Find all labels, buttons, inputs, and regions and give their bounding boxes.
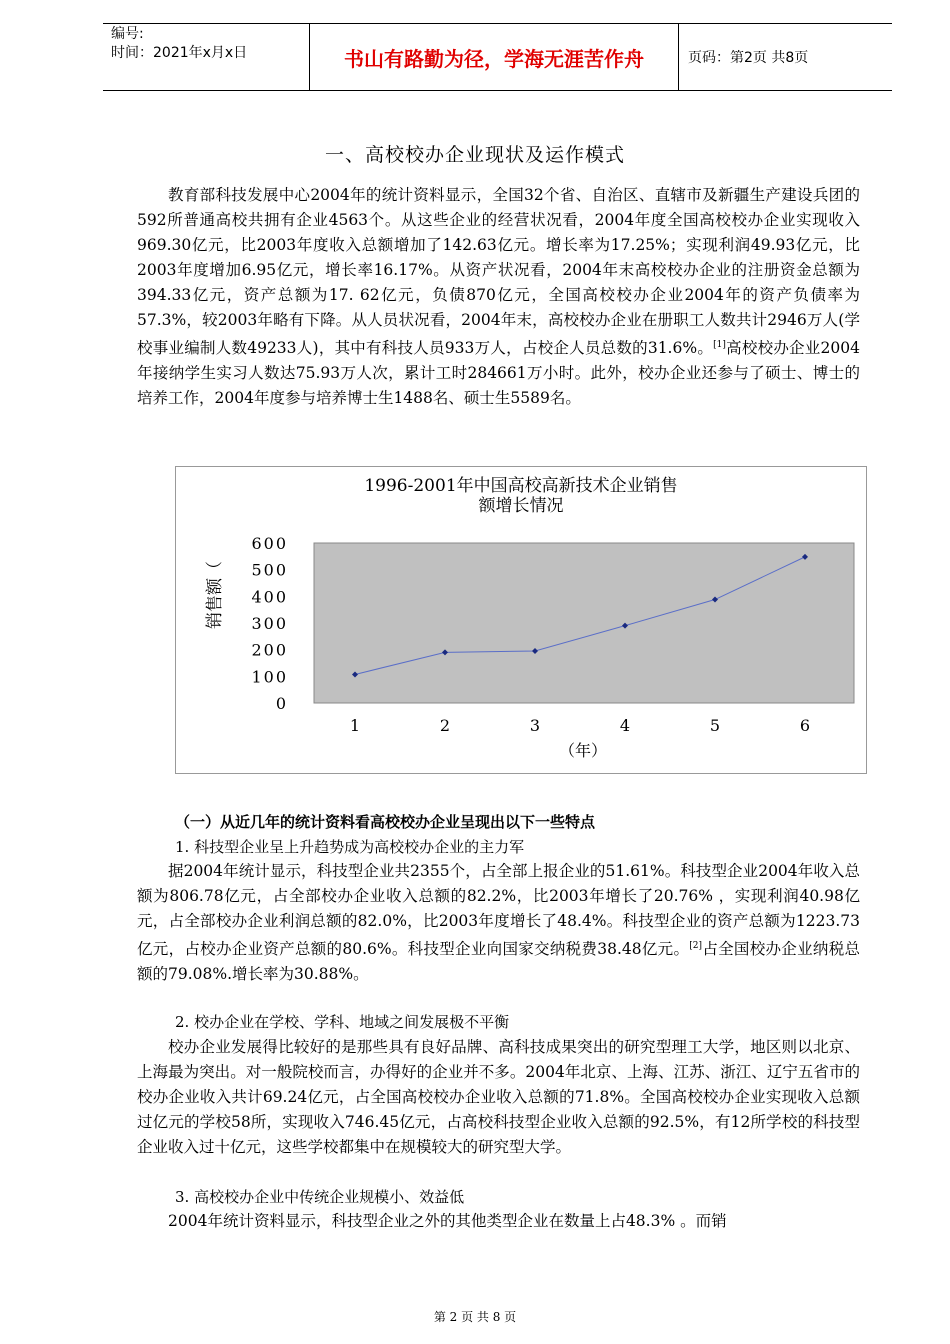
chart-x-tick-label: 2	[439, 716, 451, 735]
header-meta-cell	[103, 24, 310, 90]
point-2-paragraph: 校办企业发展得比较好的是那些具有良好品牌、高科技成果突出的研究型理工大学，地区则以北京、上海最为突出。对一般院校而言，办得好的企业并不多。2004年北京、上海、江苏、浙江、辽宁五省市的校办企业收入共计69.24亿元，占全国高校校办企业收入总额的71.8%。全国高校校办企业实现收入总额过亿元的学校58所，实现收入746.45亿元，占高校科技型企业收入总额的92.5%，有12所学校的科技型企业收入过十亿元，这些学校都集中在规模较大的研究型大学。	[137, 1038, 860, 1156]
chart-y-tick-label: 600	[251, 534, 288, 553]
chart-svg	[176, 467, 866, 773]
sales-growth-chart	[175, 466, 867, 774]
motto: 书山有路勤为径，学海无涯苦作舟	[310, 24, 679, 90]
paragraph-statistics	[137, 183, 860, 411]
chart-y-tick-label: 200	[251, 640, 288, 660]
reference-1[interactable]: [1]	[713, 340, 726, 350]
reference-2[interactable]: [2]	[689, 941, 703, 951]
chart-x-axis-label: （年）	[558, 741, 608, 760]
chart-plot-area	[314, 543, 854, 703]
chart-y-tick-label: 500	[251, 560, 288, 580]
chart-x-tick-label: 3	[529, 716, 541, 735]
chart-y-axis-label: 销售额（	[205, 561, 225, 629]
page-info: 页码：第2页 共8页	[688, 50, 809, 66]
point-1-text: 据2004年统计显示，科技型企业共2355个，占全部上报企业的51.61%。科技型企业2004年收入总额为806.78亿元，占全部校办企业收入总额的82.2%，比2003年增长了20.76% ，实现利润40.98亿元，占全部校办企业利润总额的82.0%，比2003年度增长了48.4%。科技型企业的资产总额为1223.73亿元，占校办企业资产总额的80.6%。科技型企业向国家交纳税费38.48亿元。	[137, 862, 860, 959]
chart-title-line2: 额增长情况	[478, 496, 564, 516]
point-3-paragraph: 2004年统计资料显示，科技型企业之外的其他类型企业在数量上占48.3% 。而销	[168, 1212, 727, 1230]
chart-y-tick-label: 0	[275, 694, 288, 713]
chart-title-line1: 1996-2001年中国高校高新技术企业销售	[364, 476, 678, 496]
chart-y-tick-label: 300	[251, 614, 288, 633]
chart-y-ticks	[251, 534, 288, 713]
time-label: 时间：2021年x月x日	[111, 45, 248, 61]
number-label: 编号:	[111, 26, 144, 42]
point-1-paragraph	[137, 859, 860, 987]
paragraph-statistics-tail: 高校校办企业2004年接纳学生实习人数达75.93万人次，累计工时284661万小时。此外，校办企业还参与了硕士、博士的培养工作，2004年度参与培养博士生1488名、硕士生5589名。	[137, 339, 860, 408]
chart-x-ticks	[350, 716, 810, 735]
page-footer: 第 2 页 共 8 页	[433, 1310, 517, 1324]
point-2-title: 2. 校办企业在学校、学科、地域之间发展极不平衡	[175, 1013, 510, 1031]
subsection-title-1: （一）从近几年的统计资料看高校校办企业呈现出以下一些特点	[175, 813, 596, 831]
chart-y-tick-label: 100	[251, 667, 288, 687]
paragraph-statistics-text: 教育部科技发展中心2004年的统计资料显示，全国32个省、自治区、直辖市及新疆生产建设兵团的592所普通高校共拥有企业4563个。从这些企业的经营状况看，2004年度全国高校校办企业实现收入969.30亿元，比2003年度收入总额增加了142.63亿元。增长率为17.25%；实现利润49.93亿元，比2003年度增加6.95亿元，增长率16.17%。从资产状况看，2004年末高校校办企业的注册资金总额为394.33亿元，资产总额为17. 62亿元，负债870亿元，全国高校校办企业2004年的资产负债率为57.3%，较2003年略有下降。从人员状况看，2004年末，高校校办企业在册职工人数共计2946万人(学校事业编制人数49233人)，其中有科技人员933万人，占校企人员总数的31.6%。	[137, 186, 860, 358]
chart-x-tick-label: 1	[349, 716, 361, 735]
chart-x-tick-label: 4	[619, 716, 631, 735]
chart-x-tick-label: 5	[709, 716, 721, 735]
point-3-title: 3. 高校校办企业中传统企业规模小、效益低	[175, 1188, 465, 1206]
point-1-tail: 占全国校办企业纳税总额的79.08%.增长率为30.88%。	[137, 940, 860, 984]
section-title: 一、高校校办企业现状及运作模式	[324, 144, 625, 166]
page-header	[103, 23, 892, 91]
point-1-title: 1. 科技型企业呈上升趋势成为高校校办企业的主力军	[175, 838, 525, 856]
chart-x-tick-label: 6	[799, 716, 811, 735]
chart-y-tick-label: 400	[251, 587, 288, 607]
